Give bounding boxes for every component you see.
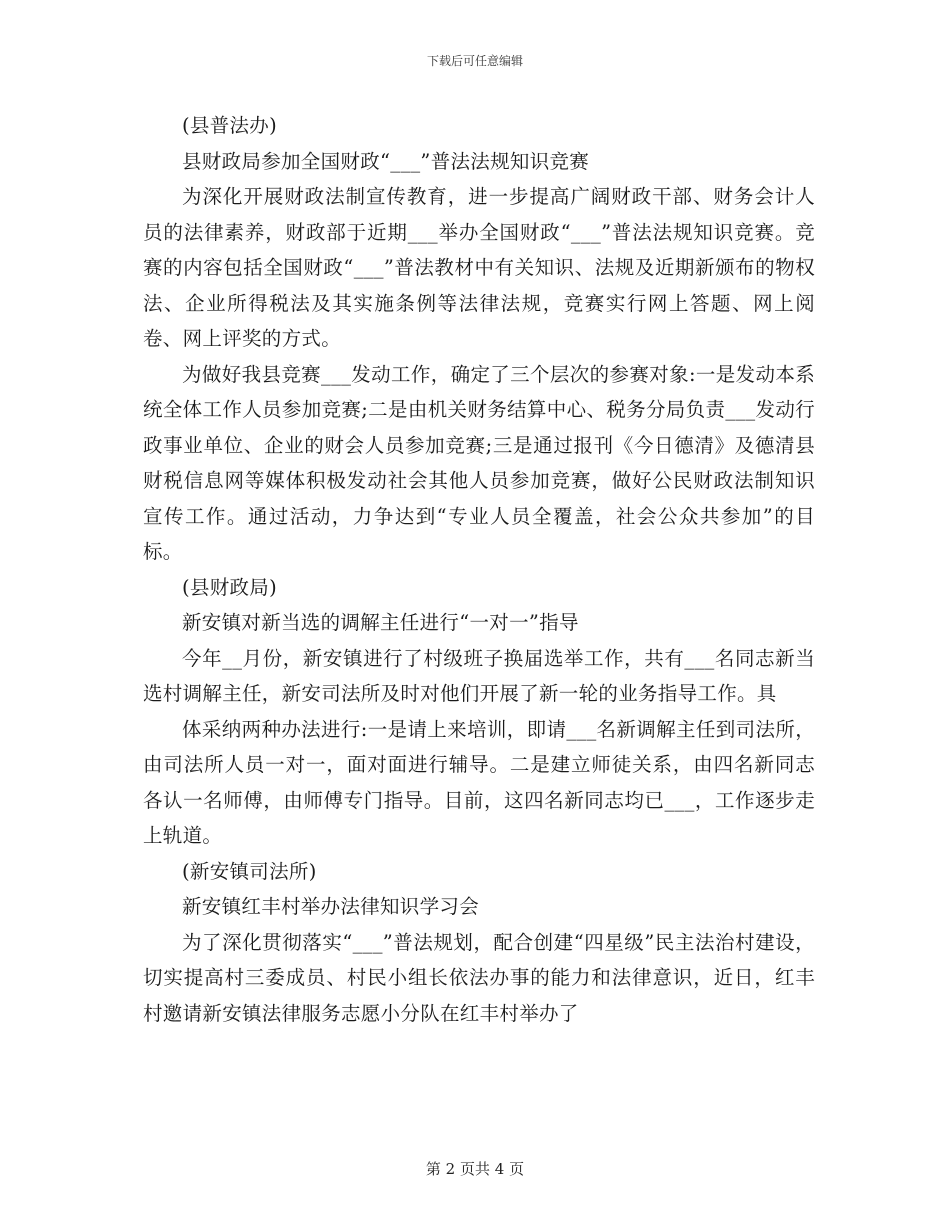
- body-paragraph: 体采纳两种办法进行:一是请上来培训，即请___名新调解主任到司法所，由司法所人员一对一，面对面进行辅导。二是建立师徒关系，由四名新同志各认一名师傅，由师傅专门指导。目前，这四名新同志均已___，工作逐步走上轨道。: [143, 717, 815, 847]
- article-title-legal-study-session: 新安镇红丰村举办法律知识学习会: [182, 895, 480, 918]
- page-number-footer: 第 2 页共 4 页: [425, 1160, 525, 1178]
- source-note-justice-office: (新安镇司法所): [182, 859, 317, 883]
- document-body: [143, 108, 815, 1031]
- article-title-finance-contest: 县财政局参加全国财政“___”普法法规知识竞赛: [182, 149, 590, 173]
- page-header: 下载后可任意编辑: [426, 54, 523, 68]
- body-paragraph: 今年__月份，新安镇进行了村级班子换届选举工作，共有___名同志新当选村调解主任，新安司法所及时对他们开展了新一轮的业务指导工作。具: [143, 646, 815, 705]
- source-note-county-legal-office: (县普法办): [182, 114, 278, 137]
- body-paragraph: 为做好我县竞赛___发动工作，确定了三个层次的参赛对象:一是发动本系统全体工作人员参加竞赛;二是由机关财务结算中心、税务分局负责___发动行政事业单位、企业的财会人员参加竞赛;三是通过报刊《今日德清》及德清县财税信息网等媒体积极发动社会其他人员参加竞赛，做好公民财政法制知识宣传工作。通过活动，力争达到“专业人员全覆盖，社会公众共参加”的目标。: [143, 362, 815, 563]
- body-paragraph: 为了深化贯彻落实“___”普法规划，配合创建“四星级”民主法治村建设，切实提高村三委成员、村民小组长依法办事的能力和法律意识，近日，红丰村邀请新安镇法律服务志愿小分队在红丰村举办了: [143, 930, 815, 1025]
- body-paragraph: 为深化开展财政法制宣传教育，进一步提高广阔财政干部、财务会计人员的法律素养，财政部于近期___举办全国财政“___”普法法规知识竞赛。竞赛的内容包括全国财政“___”普法教材中有关知识、法规及近期新颁布的物权法、企业所得税法及其实施条例等法律法规，竞赛实行网上答题、网上阅卷、网上评奖的方式。: [143, 185, 815, 350]
- article-title-mediation-guidance: 新安镇对新当选的调解主任进行“一对一”指导: [182, 611, 579, 634]
- source-note-county-finance-bureau: (县财政局): [182, 575, 278, 599]
